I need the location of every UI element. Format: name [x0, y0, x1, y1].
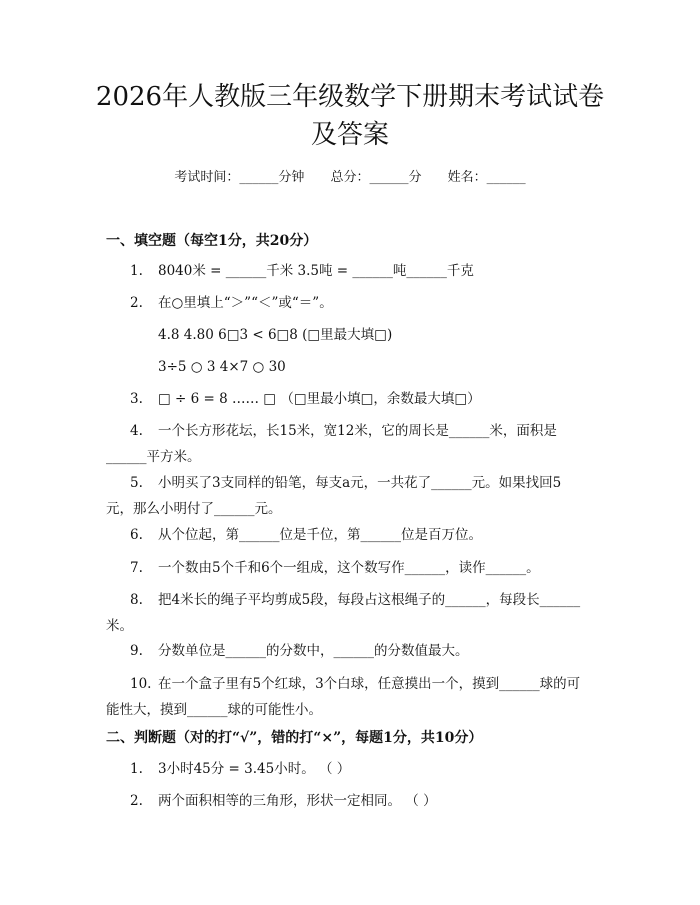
total-score: 总分：______分: [330, 170, 422, 185]
exam-time: 考试时间：______分钟: [174, 170, 305, 185]
question-1-9: 9. 分数单位是______的分数中，______的分数值最大。: [130, 643, 469, 659]
section-2-heading: 二、判断题（对的打“√”，错的打“×”，每题1分，共10分）: [106, 730, 483, 746]
question-1-3: 3. □ ÷ 6 = 8 …… □ （□里最小填□，余数最大填□）: [130, 391, 481, 407]
exam-title: [70, 78, 630, 154]
question-2-2: 2. 两个面积相等的三角形，形状一定相同。 （ ）: [130, 793, 437, 809]
exam-meta: [0, 170, 700, 186]
title-line-2: 及答案: [310, 120, 389, 150]
question-1-8: 8. 把4米长的绳子平均剪成5段，每段占这根绳子的______，每段长______ 米。: [106, 592, 581, 634]
question-1-2: 2. 在○里填上“＞”“＜”或“＝”。: [130, 295, 333, 311]
question-1-10: 10. 在一个盒子里有5个红球，3个白球，任意摸出一个，摸到______球的可 能性大，摸到______球的可能性小。: [106, 676, 581, 718]
question-1-2-sub-2: 3÷5 ○ 3 4×7 ○ 30: [158, 359, 286, 375]
question-1-7: 7. 一个数由5个千和6个一组成，这个数写作______，读作______。: [130, 560, 540, 576]
question-2-1: 1. 3小时45分 = 3.45小时。 （ ）: [130, 761, 351, 777]
question-1-2-sub-1: 4.8 4.80 6□3 < 6□8 (□里最大填□): [158, 327, 393, 343]
question-1-1: 1. 8040米 = ______千米 3.5吨 = ______吨______千克: [130, 263, 474, 279]
section-1-heading: 一、填空题（每空1分，共20分）: [106, 233, 318, 249]
title-line-1: 2026年人教版三年级数学下册期末考试试卷: [95, 82, 605, 112]
question-1-6: 6. 从个位起，第______位是千位，第______位是百万位。: [130, 527, 482, 543]
student-name: 姓名：______: [447, 170, 526, 185]
question-1-5: 5. 小明买了3支同样的铅笔，每支a元，一共花了______元。如果找回5 元，那么小明付了______元。: [106, 475, 562, 517]
question-1-4: 4. 一个长方形花坛，长15米，宽12米，它的周长是______米，面积是 ______平方米。: [106, 423, 557, 465]
